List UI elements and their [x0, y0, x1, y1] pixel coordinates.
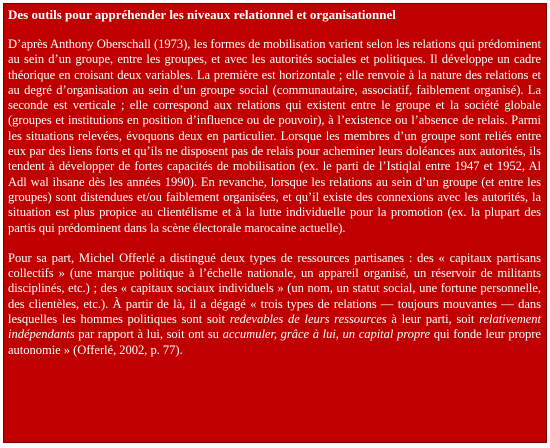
paragraph-offerle — [8, 251, 541, 358]
paragraph-offerle-text-2: à leur parti, soit — [386, 312, 480, 327]
paragraph-offerle-italic-3: accumuler, grâce à lui, un capital propre — [222, 327, 431, 342]
paragraph-offerle-text-1: Pour sa part, Michel Offerlé a distingué deux types de ressources partisanes : des « capitaux partisans collectifs » (une marque politique à l’échelle nationale, un appareil organisé, un réservoir de militants disciplinés, etc.) ; des « capitaux sociaux individuels » (un nom, un statut social, une fortune personnelle, des clientèles, etc.). À partir de là, il a dégagé « trois types de relations — toujours mouvantes — dans lesquelles les hommes politiques sont soit — [8, 250, 541, 327]
text-box — [3, 3, 547, 443]
paragraph-oberschall: D’après Anthony Oberschall (1973), les formes de mobilisation varient selon les relations qui prédominent au sein d’un groupe, entre les groupes, et avec les autorités sociales et politiques. Il développe un cadre théorique en croisant deux variables. La première est horizontale ; elle renvoie à la nature des relations et au degré d’organisation au sein d’un groupe social (communautaire, associatif, faiblement organisé). La seconde est verticale ; elle correspond aux relations qui existent entre le groupe et la société globale (groupes et institutions en position d’influence ou de pouvoir), à l’existence ou l’absence de relais. Parmi les situations relevées, évoquons deux en particulier. Lorsque les membres d’un groupe sont reliés entre eux par des liens forts et qu’ils ne disposent pas de relais pour acheminer leurs doléances aux autorités, ils tendent à développer de fortes capacités de mobilisation (ex. le parti de l’Istiqlal entre 1947 et 1952, Al Adl wal ihsane dès les années 1990). En revanche, lorsque les relations au sein d’un groupe (et entre les groupes) sont distendues et/ou faiblement organisées, et qu’il existe des connexions avec les autorités, la situation est plus propice au clientélisme et à la lutte individuelle pour la promotion (ex. la plupart des partis qui prédominent dans la scène électorale marocaine actuelle). — [8, 37, 541, 235]
paragraph-offerle-text-3: par rapport à lui, soit ont su — [74, 327, 223, 342]
box-title: Des outils pour appréhender les niveaux relationnel et organisationnel — [8, 7, 396, 22]
paragraph-offerle-italic-2: relativement indépendants — [8, 312, 541, 342]
paragraph-offerle-italic-1: redevables de leurs ressources — [229, 312, 387, 327]
paragraph-offerle-text-4: qui fonde leur propre autonomie » (Offerlé, 2002, p. 77). — [8, 327, 541, 357]
